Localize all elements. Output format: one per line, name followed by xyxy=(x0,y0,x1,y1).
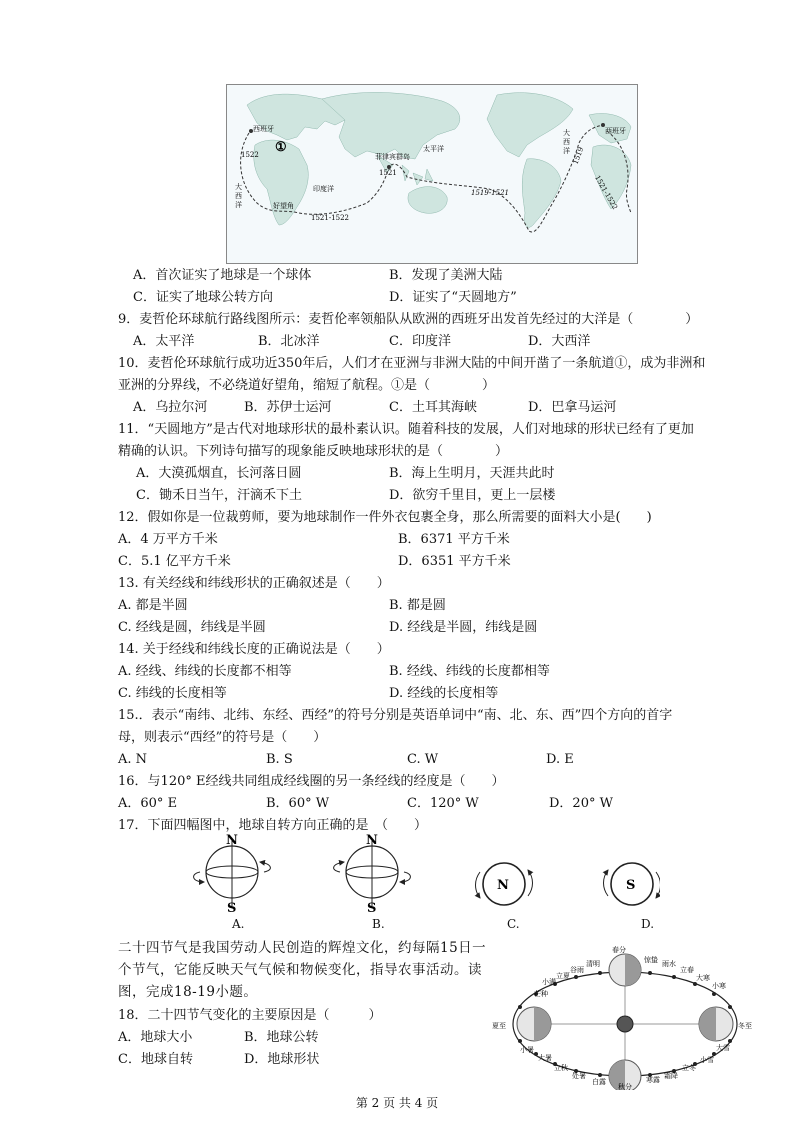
globe-diagram-b xyxy=(334,834,411,916)
q11-option-b[interactable]: B．海上生明月，天涯共此时 xyxy=(389,466,555,481)
term-guyu: 谷雨 xyxy=(570,966,584,974)
q8-option-d[interactable]: D．证实了“天圆地方” xyxy=(389,290,517,305)
q8-option-a[interactable]: A．首次证实了地球是一个球体 xyxy=(133,268,312,283)
q10-option-d[interactable]: D．巴拿马运河 xyxy=(528,400,617,415)
q12-option-a[interactable]: A．4 万平方千米 xyxy=(118,532,218,547)
term-xiazhi: 夏至 xyxy=(492,1022,506,1030)
map-label-atlantic-right: 大西洋 xyxy=(563,129,570,155)
q10-option-c[interactable]: C．土耳其海峡 xyxy=(389,400,477,415)
q18-option-d[interactable]: D．地球形状 xyxy=(244,1052,320,1067)
q12-option-b[interactable]: B．6371 平方千米 xyxy=(398,532,510,547)
q8-option-c[interactable]: C．证实了地球公转方向 xyxy=(133,290,273,305)
term-bailu: 白露 xyxy=(592,1078,606,1086)
map-label-spain-right: 西班牙 xyxy=(605,127,626,135)
polar-diagram-d xyxy=(604,863,661,905)
term-yushui: 雨水 xyxy=(662,960,676,968)
term-xiaoman: 小满 xyxy=(542,978,556,986)
term-qiufen: 秋分 xyxy=(618,1083,632,1090)
polar-d-s-label: S xyxy=(626,878,636,893)
q11-stem-line1: 11．“天圆地方”是古代对地球形状的最朴素认识。随着科技的发展，人们对地球的形状已经有了更加 xyxy=(118,422,694,437)
q9-option-a[interactable]: A．太平洋 xyxy=(133,334,195,349)
q17-option-d[interactable]: D. xyxy=(641,917,655,931)
map-label-philippines: 菲律宾群岛 xyxy=(375,153,410,161)
q13-stem: 13. 有关经线和纬线形状的正确叙述是（ ） xyxy=(118,576,390,591)
globe-a-s-label: S xyxy=(227,901,237,916)
polar-c-n-label: N xyxy=(497,878,509,893)
q11-option-c[interactable]: C．锄禾日当午，汗滴禾下土 xyxy=(136,488,302,503)
term-chunfen: 春分 xyxy=(612,946,626,954)
q15-option-d[interactable]: D. E xyxy=(546,752,574,767)
q14-option-d[interactable]: D. 经线的长度相等 xyxy=(389,686,499,701)
q14-option-c[interactable]: C. 纬线的长度相等 xyxy=(118,686,227,701)
q16-option-a[interactable]: A．60° E xyxy=(118,796,178,811)
map-label-1519: 1519 xyxy=(571,146,586,166)
q9-option-d[interactable]: D．大西洋 xyxy=(528,334,591,349)
term-dahan: 大寒 xyxy=(696,974,710,982)
q12-option-c[interactable]: C．5.1 亿平方千米 xyxy=(118,554,231,569)
term-qingming: 清明 xyxy=(586,960,600,968)
term-xiaohan: 小寒 xyxy=(712,982,726,990)
term-liqiu: 立秋 xyxy=(554,1064,568,1072)
q16-option-d[interactable]: D．20° W xyxy=(549,796,613,811)
term-daxue: 大雪 xyxy=(716,1044,730,1052)
q9-option-b[interactable]: B．北冰洋 xyxy=(258,334,320,349)
map-label-1522: 1522 xyxy=(241,151,259,159)
map-label-pacific: 太平洋 xyxy=(423,145,444,153)
q11-option-a[interactable]: A．大漠孤烟直，长河落日圆 xyxy=(136,466,302,481)
q18-stem: 18．二十四节气变化的主要原因是（ ） xyxy=(118,1008,382,1023)
globe-a-n-label: N xyxy=(226,834,238,848)
q15-option-b[interactable]: B. S xyxy=(266,752,293,767)
solar-terms-diagram xyxy=(490,944,764,1090)
map-label-1521-1522: 1521-1522 xyxy=(311,214,349,222)
q17-option-c[interactable]: C. xyxy=(507,917,520,931)
q15-option-a[interactable]: A. N xyxy=(118,752,148,767)
map-label-spain-left: 西班牙 xyxy=(253,125,274,133)
term-mangzhong: 芒种 xyxy=(534,990,548,998)
map-label-cape: 好望角 xyxy=(273,202,294,210)
globe-b-s-label: S xyxy=(367,901,377,916)
term-hanlu: 寒露 xyxy=(646,1076,660,1084)
globe-b-n-label: N xyxy=(366,834,378,848)
map-label-1521-1522b: 1521-1522 xyxy=(593,174,619,211)
q12-option-d[interactable]: D．6351 平方千米 xyxy=(398,554,511,569)
q9-option-c[interactable]: C．印度洋 xyxy=(389,334,451,349)
map-label-1521: 1521 xyxy=(379,169,397,177)
term-jingzhe: 惊蛰 xyxy=(644,956,658,964)
q17-option-a[interactable]: A. xyxy=(232,917,245,931)
term-lixia: 立夏 xyxy=(556,972,570,980)
globe-diagram-a xyxy=(194,834,271,916)
q16-stem: 16．与120° E经线共同组成经线圈的另一条经线的经度是（ ） xyxy=(118,774,505,789)
q11-stem-line2: 精确的认识。下列诗句描写的现象能反映地球形状的是（ ） xyxy=(118,444,509,459)
q16-option-c[interactable]: C．120° W xyxy=(407,796,479,811)
rotation-diagrams xyxy=(180,834,660,932)
q17-stem: 17．下面四幅图中，地球自转方向正确的是 （ ） xyxy=(118,818,428,833)
term-dongzhi: 冬至 xyxy=(738,1022,752,1030)
page-footer: 第 2 页 共 4 页 xyxy=(355,1096,439,1110)
polar-diagram-c xyxy=(476,863,533,905)
intro-line2: 个节气，它能反映天气气候和物候变化，指导农事活动。读 xyxy=(118,962,482,978)
q13-option-c[interactable]: C. 经线是圆，纬线是半圆 xyxy=(118,620,266,635)
term-lidong: 立冬 xyxy=(682,1064,696,1072)
q16-option-b[interactable]: B．60° W xyxy=(266,796,330,811)
term-shuangjiang: 霜降 xyxy=(664,1072,678,1080)
q14-option-a[interactable]: A. 经线、纬线的长度都不相等 xyxy=(118,664,292,679)
term-xiaoshu: 小暑 xyxy=(520,1046,534,1054)
q17-option-b[interactable]: B. xyxy=(372,917,385,931)
map-label-atlantic-left: 大西洋 xyxy=(235,183,242,209)
q12-stem: 12．假如你是一位裁剪师，要为地球制作一件外衣包裹全身，那么所需要的面料大小是( ) xyxy=(118,510,652,525)
world-map-figure xyxy=(227,85,637,263)
term-lichun: 立春 xyxy=(680,966,694,974)
map-label-indian-ocean: 印度洋 xyxy=(313,185,334,193)
q10-stem-line1: 10．麦哲伦环球航行成功近350年后，人们才在亚洲与非洲大陆的中间开凿了一条航道①，成为非洲和 xyxy=(118,356,706,371)
q15-option-c[interactable]: C. W xyxy=(407,752,439,767)
q9-stem: 9．麦哲伦环球航行路线图所示：麦哲伦率领船队从欧洲的西班牙出发首先经过的大洋是（ ） xyxy=(118,312,699,327)
term-chushu: 处暑 xyxy=(572,1072,586,1080)
q14-option-b[interactable]: B. 经线、纬线的长度都相等 xyxy=(389,664,550,679)
q18-option-b[interactable]: B．地球公转 xyxy=(244,1030,319,1045)
q15-stem-line1: 15.．表示“南纬、北纬、东经、西经”的符号分别是英语单词中“南、北、东、西”四个方向的首字 xyxy=(118,708,673,723)
map-label-1519-1521: 1519-1521 xyxy=(471,189,509,197)
intro-line1: 二十四节气是我国劳动人民创造的辉煌文化，约每隔15日一 xyxy=(118,940,487,956)
q10-option-b[interactable]: B．苏伊士运河 xyxy=(244,400,332,415)
q13-option-d[interactable]: D. 经线是半圆，纬线是圆 xyxy=(389,620,538,635)
q8-option-b[interactable]: B．发现了美洲大陆 xyxy=(389,268,503,283)
q15-stem-line2: 母，则表示“西经”的符号是（ ） xyxy=(118,730,327,745)
term-xiaoxue: 小雪 xyxy=(700,1056,714,1064)
term-dashu: 大暑 xyxy=(538,1054,552,1062)
q10-option-a[interactable]: A．乌拉尔河 xyxy=(133,400,208,415)
intro-line3: 图，完成18-19小题。 xyxy=(118,984,258,1000)
q11-option-d[interactable]: D．欲穷千里目，更上一层楼 xyxy=(389,488,556,503)
q18-option-a[interactable]: A．地球大小 xyxy=(118,1030,193,1045)
map-marker-1: ① xyxy=(275,140,287,155)
q10-stem-line2: 亚洲的分界线，不必绕道好望角，缩短了航程。①是（ ） xyxy=(118,378,496,393)
q18-option-c[interactable]: C．地球自转 xyxy=(118,1052,193,1067)
q14-stem: 14. 关于经线和纬线长度的正确说法是（ ） xyxy=(118,642,390,657)
magellan-route-map xyxy=(226,84,638,264)
q13-option-b[interactable]: B. 都是圆 xyxy=(389,598,446,613)
q13-option-a[interactable]: A. 都是半圆 xyxy=(118,598,188,613)
